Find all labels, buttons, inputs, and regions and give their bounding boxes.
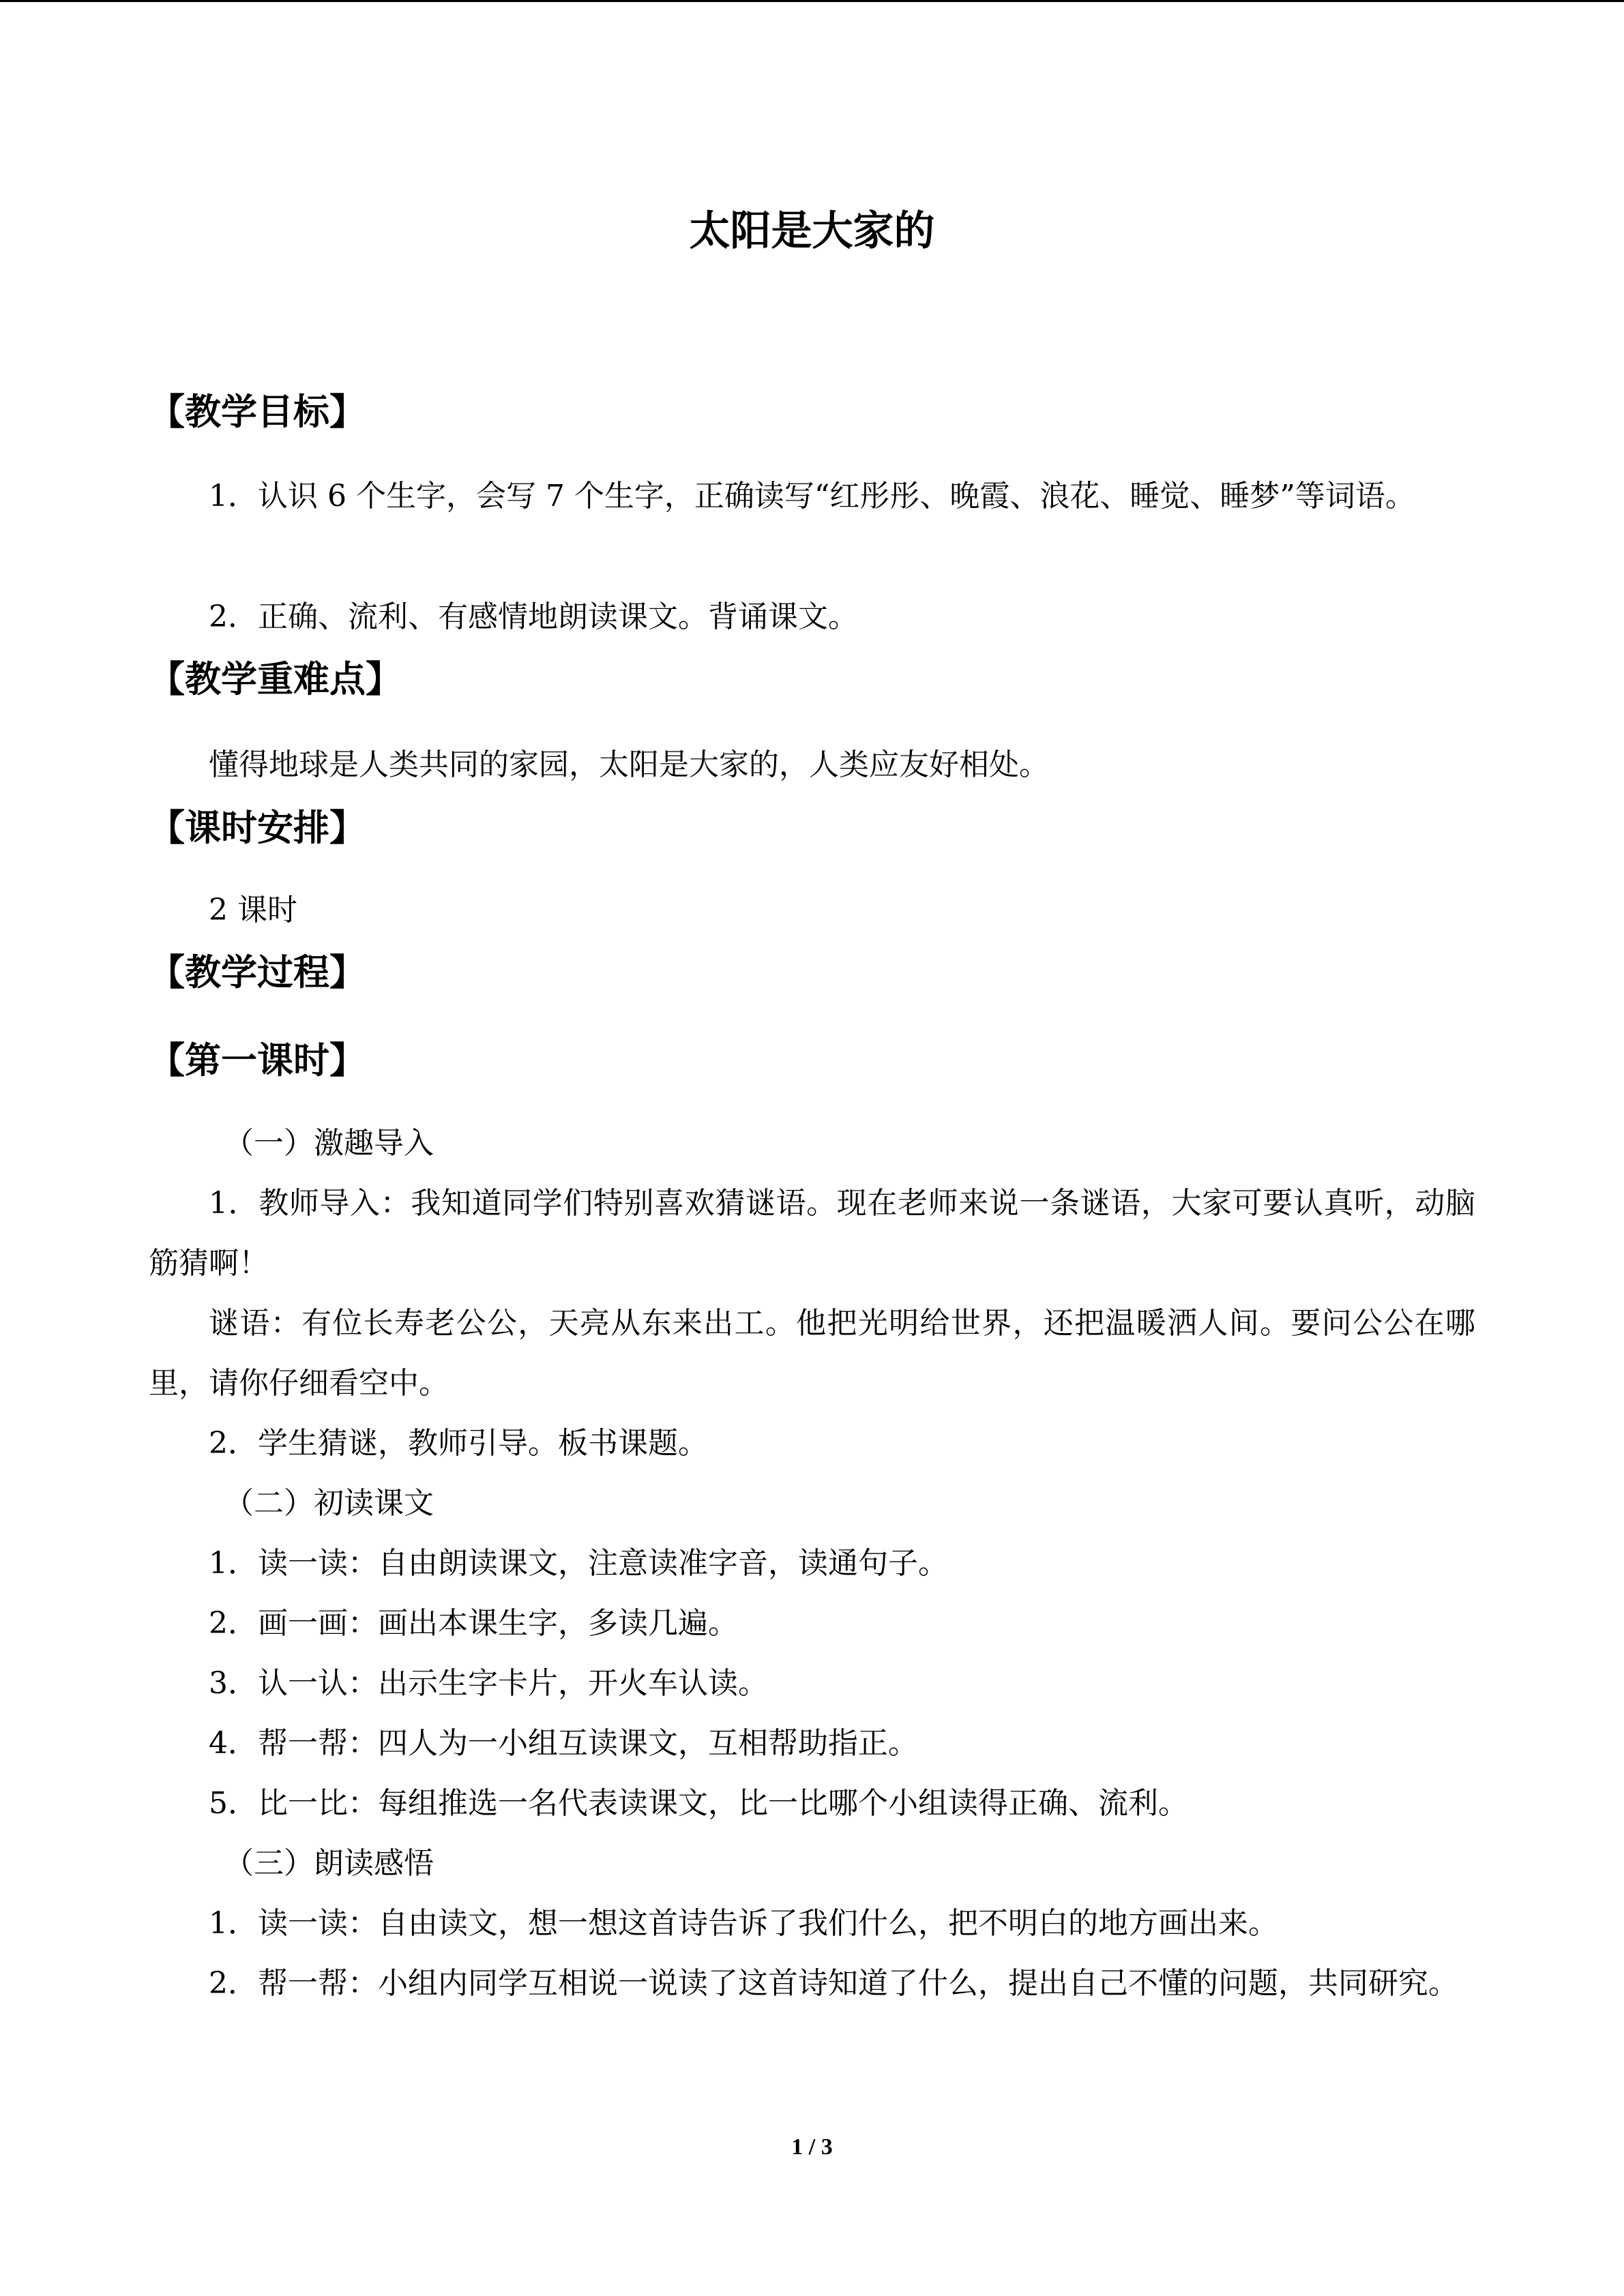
heading-objectives: 【教学目标】 (149, 391, 366, 433)
section1-item-1: 1．教师导入：我知道同学们特别喜欢猜谜语。现在老师来说一条谜语，大家可要认真听，动脑筋猜啊！ (149, 1186, 1475, 1281)
section3-item-2: 2．帮一帮：小组内同学互相说一说读了这首诗知道了什么，提出自己不懂的问题，共同研究。 (209, 1966, 1458, 2001)
section2-item-5: 5．比一比：每组推选一名代表读课文，比一比哪个小组读得正确、流利。 (209, 1786, 1188, 1821)
heading-key-points: 【教学重难点】 (149, 659, 402, 700)
heading-schedule: 【课时安排】 (149, 807, 366, 849)
section2-item-1: 1．读一读：自由朗读课文，注意读准字音，读通句子。 (209, 1546, 948, 1581)
section2-item-3: 3．认一认：出示生字卡片，开火车认读。 (209, 1666, 768, 1701)
key-points-text: 懂得地球是人类共同的家园，太阳是大家的，人类应友好相处。 (209, 747, 1049, 782)
section1-item-2: 谜语：有位长寿老公公，天亮从东来出工。他把光明给世界，还把温暖洒人间。要问公公在哪里，请你仔细看空中。 (149, 1306, 1475, 1401)
document-title: 太阳是大家的 (689, 207, 935, 255)
objective-1: 1．认识 6 个生字，会写 7 个生字，正确读写“红彤彤、晚霞、浪花、睡觉、睡梦”等词语。 (209, 479, 1415, 513)
page-number: 1 / 3 (791, 2134, 833, 2160)
objective-2: 2．正确、流利、有感情地朗读课文。背诵课文。 (209, 599, 858, 634)
section1-item-3: 2．学生猜谜，教师引导。板书课题。 (209, 1426, 708, 1461)
schedule-text: 2 课时 (209, 893, 297, 927)
heading-process: 【教学过程】 (149, 952, 366, 994)
section2-title: （二）初读课文 (224, 1486, 434, 1521)
section3-title: （三）朗读感悟 (224, 1846, 434, 1881)
section2-item-2: 2．画一画：画出本课生字，多读几遍。 (209, 1606, 738, 1641)
section3-item-1: 1．读一读：自由读文，想一想这首诗告诉了我们什么，把不明白的地方画出来。 (209, 1906, 1278, 1941)
section1-title: （一）激趣导入 (224, 1126, 434, 1161)
heading-first-lesson: 【第一课时】 (149, 1040, 366, 1082)
section2-item-4: 4．帮一帮：四人为一小组互读课文，互相帮助指正。 (209, 1726, 918, 1761)
